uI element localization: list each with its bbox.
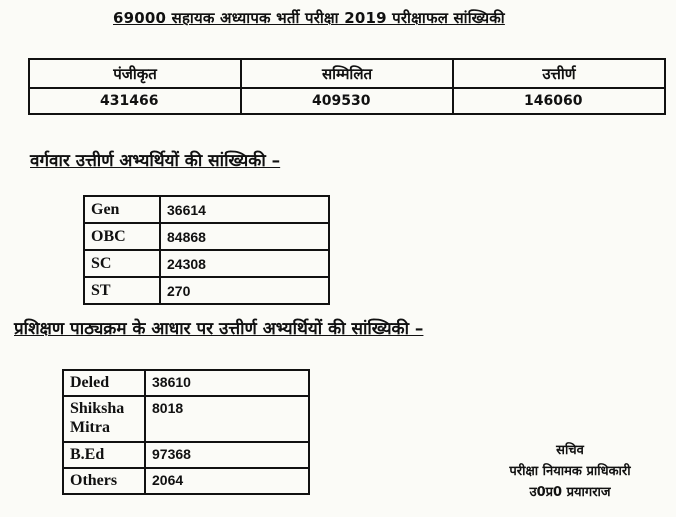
header-passed: उत्तीर्ण [453, 59, 665, 88]
signature-location: उ0प्र0 प्रयागराज [529, 485, 611, 500]
table-row [84, 196, 329, 223]
category-value: 24308 [160, 250, 329, 277]
summary-table [28, 58, 666, 115]
category-label: ST [84, 277, 160, 304]
training-value: 97368 [145, 442, 309, 468]
header-registered: पंजीकृत [29, 59, 241, 88]
table-header-row [29, 59, 665, 88]
value-appeared: 409530 [241, 88, 453, 114]
signature-designation: सचिव [556, 443, 584, 458]
category-label: OBC [84, 223, 160, 250]
training-value: 8018 [145, 396, 309, 442]
value-registered: 431466 [29, 88, 241, 114]
table-row [63, 468, 309, 494]
category-label: SC [84, 250, 160, 277]
training-value: 38610 [145, 370, 309, 396]
training-heading: प्रशिक्षण पाठ्यक्रम के आधार पर उत्तीर्ण अभ्यर्थियों की सांख्यिकी – [14, 319, 424, 339]
training-table [62, 369, 310, 495]
table-row [84, 250, 329, 277]
category-heading: वर्गवार उत्तीर्ण अभ्यर्थियों की सांख्यिकी – [30, 151, 281, 171]
signature-authority: परीक्षा नियामक प्राधिकारी [509, 464, 631, 479]
header-appeared: सम्मिलित [241, 59, 453, 88]
category-value: 36614 [160, 196, 329, 223]
table-row [29, 88, 665, 114]
training-label: Shiksha Mitra [63, 396, 145, 442]
category-table [83, 195, 330, 305]
table-row [84, 277, 329, 304]
table-row [63, 396, 309, 442]
training-value: 2064 [145, 468, 309, 494]
category-label: Gen [84, 196, 160, 223]
training-label: Others [63, 468, 145, 494]
table-row [84, 223, 329, 250]
signature-block [470, 440, 670, 503]
category-value: 84868 [160, 223, 329, 250]
training-label: B.Ed [63, 442, 145, 468]
category-value: 270 [160, 277, 329, 304]
training-label: Deled [63, 370, 145, 396]
table-row [63, 442, 309, 468]
document-title: 69000 सहायक अध्यापक भर्ती परीक्षा 2019 परीक्षाफल सांख्यिकी [113, 9, 505, 27]
table-row [63, 370, 309, 396]
value-passed: 146060 [453, 88, 665, 114]
